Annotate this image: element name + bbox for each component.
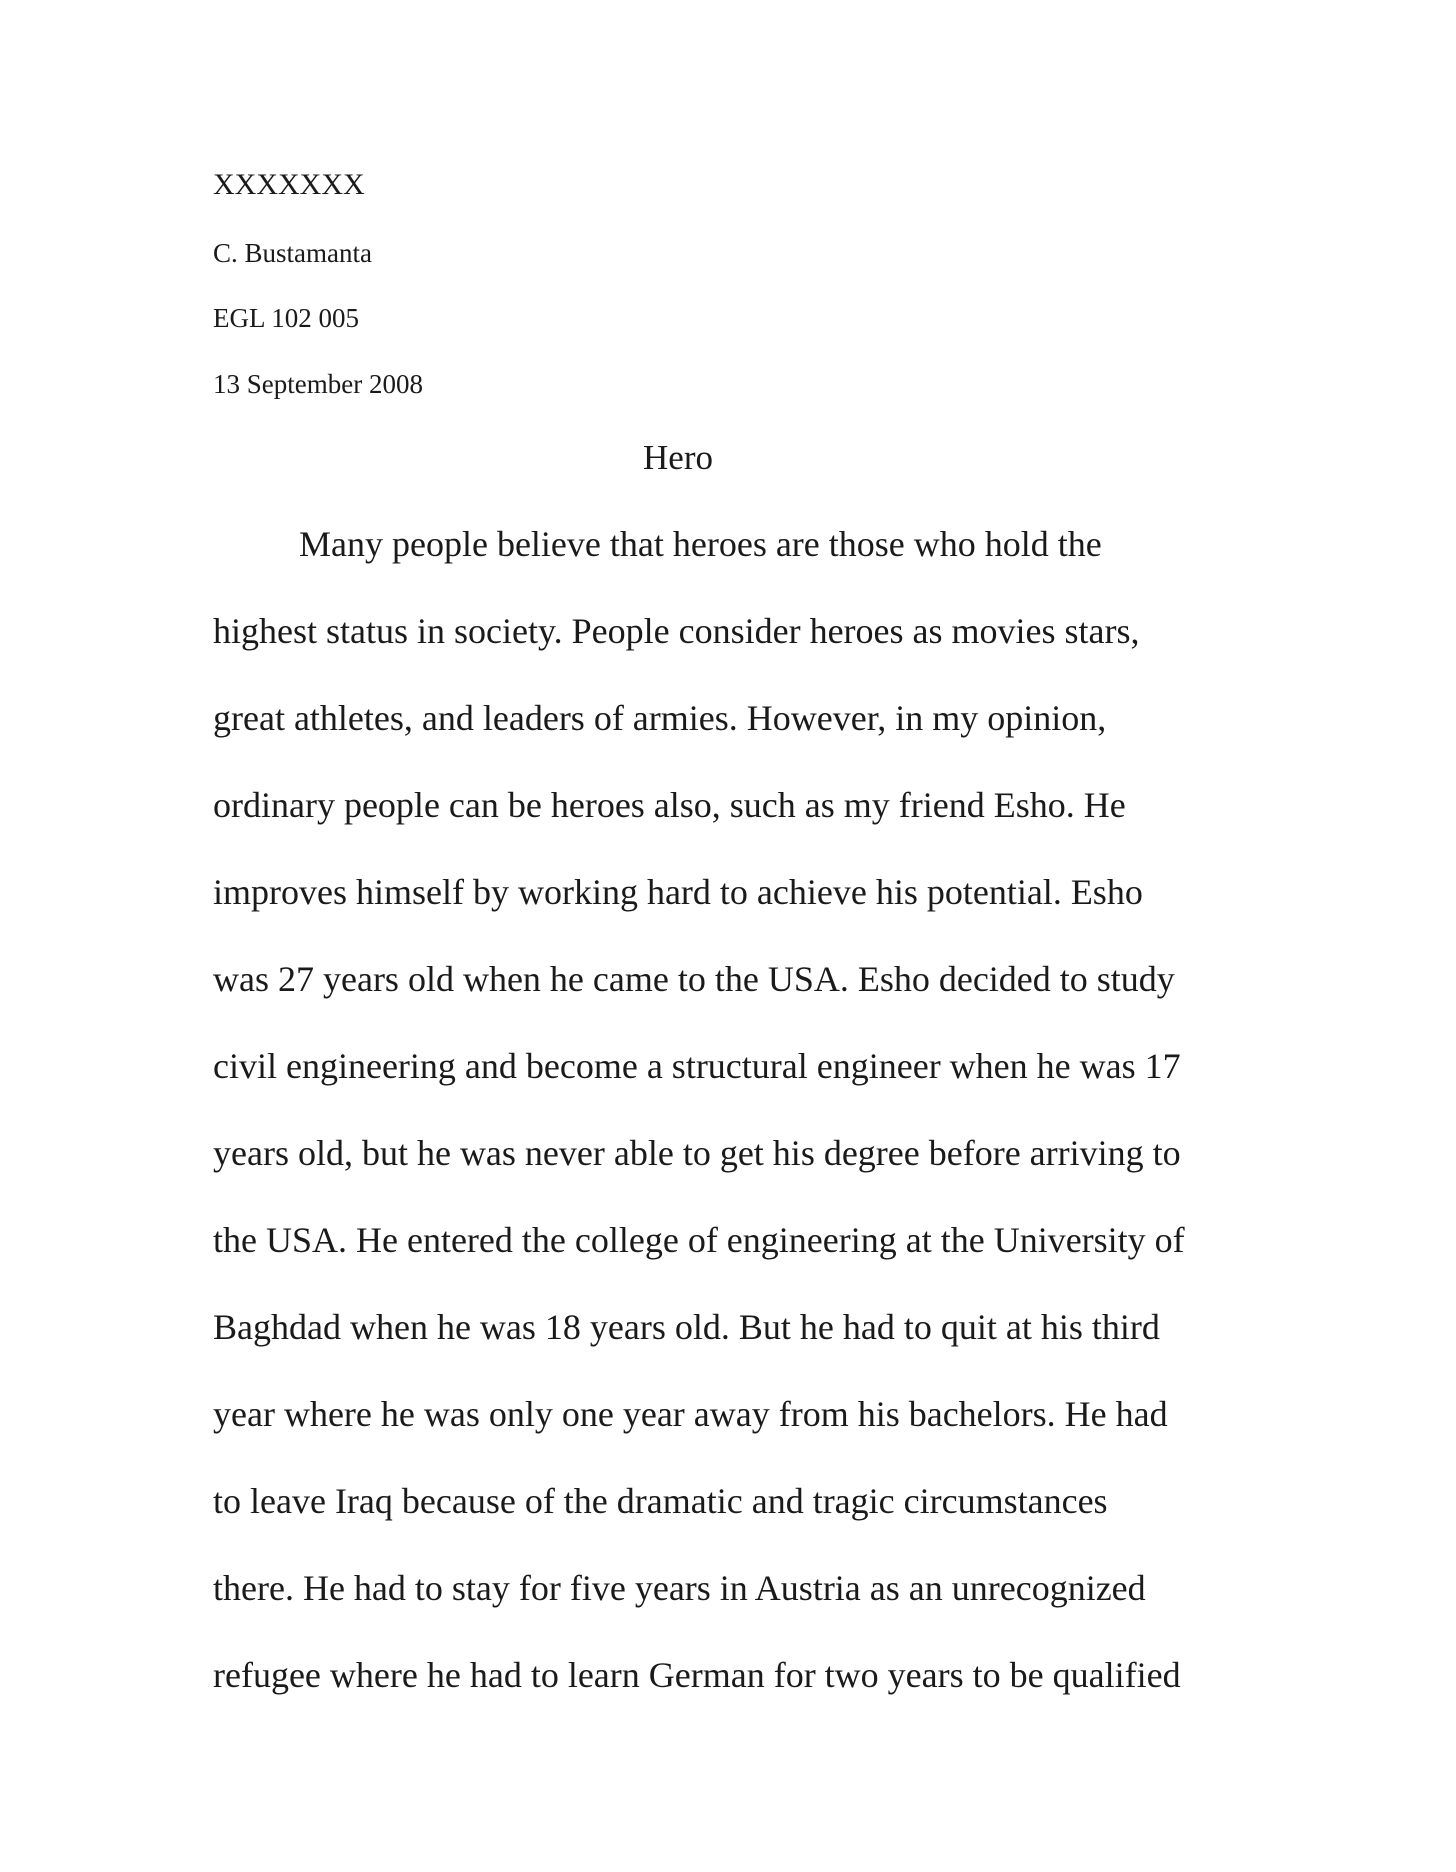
paragraph-line: Baghdad when he was 18 years old. But he had to quit at his third [213, 1307, 1160, 1347]
essay-title: Hero [643, 438, 713, 477]
paragraph-line: ordinary people can be heroes also, such as my friend Esho. He [213, 785, 1126, 825]
paragraph-line: the USA. He entered the college of engineering at the University of [213, 1220, 1185, 1260]
paragraph-line: improves himself by working hard to achieve his potential. Esho [213, 872, 1143, 912]
paragraph-line: there. He had to stay for five years in Austria as an unrecognized [213, 1568, 1146, 1608]
paragraph-line: refugee where he had to learn German for two years to be qualified [213, 1655, 1181, 1695]
essay-date: 13 September 2008 [213, 369, 423, 399]
course-code: EGL 102 005 [213, 303, 359, 333]
paragraph-line: was 27 years old when he came to the USA. Esho decided to study [213, 959, 1175, 999]
paragraph-line: Many people believe that heroes are those who hold the [299, 524, 1102, 564]
paragraph-line: great athletes, and leaders of armies. However, in my opinion, [213, 698, 1107, 738]
instructor-name: C. Bustamanta [213, 238, 372, 268]
paragraph-line: years old, but he was never able to get his degree before arriving to [213, 1133, 1181, 1173]
paragraph-line: highest status in society. People consider heroes as movies stars, [213, 611, 1140, 651]
paragraph-line: to leave Iraq because of the dramatic and tragic circumstances [213, 1481, 1108, 1521]
student-name: XXXXXXX [213, 168, 365, 201]
paragraph-line: year where he was only one year away from his bachelors. He had [213, 1394, 1168, 1434]
paragraph-line: civil engineering and become a structural engineer when he was 17 [213, 1046, 1181, 1086]
